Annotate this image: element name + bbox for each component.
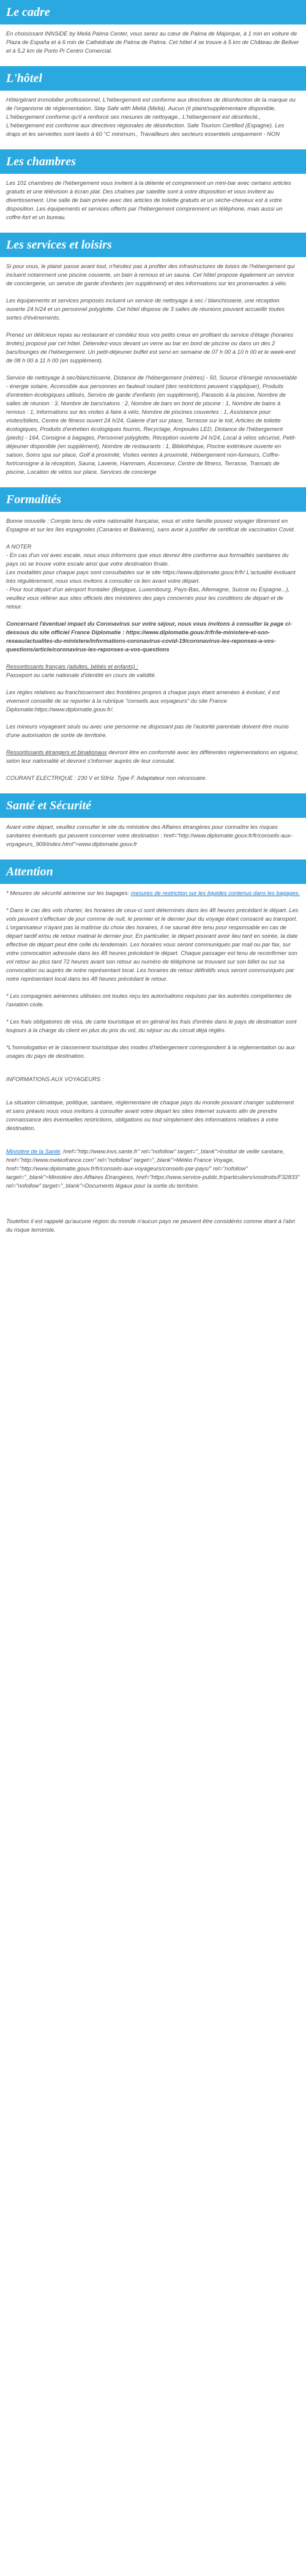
spacer bbox=[6, 1069, 300, 1075]
attention-bagages bbox=[6, 889, 300, 897]
a-noter-label: A NOTER bbox=[6, 543, 32, 550]
ministere-sante-link[interactable]: Ministère de la Santé bbox=[6, 1148, 61, 1155]
page bbox=[0, 0, 306, 1245]
attention-info-voyageurs: INFORMATIONS AUX VOYAGEURS : bbox=[6, 1076, 104, 1082]
section-body-chambres bbox=[0, 174, 306, 233]
cadre-paragraph: En choisissant INNSiDE by Meliá Palma Center, vous serez au cœur de Palma de Majorque, à 1 min en voiture de Plaza de España et à 6 min de Cathédrale de Palma de Palma. Cet hôtel 4 se trouve à 5 km de Château de Bellver et à 5,2 km de Porto Pi Centro Comercial. bbox=[6, 30, 299, 54]
section-title-cadre: Le cadre bbox=[0, 0, 306, 24]
formalites-coronavirus: Concernant l'éventuel impact du Coronavirus sur votre séjour, nous vous invitons à consulter la page ci-dessous du site officiel France Diplomatie : https://www.diplomatie.gouv.fr/fr/le-ministere-et-son-reseau/actualites-du-ministere/informations-coronavirus-covid-19/coronavirus-les-reponses-a-vos-questions/article/coronavirus-les-reponses-a-vos-questions bbox=[6, 620, 292, 653]
services-paragraph-liste: Service de nettoyage à sec/blanchisserie, Distance de l'hébergement (mètres) - 50, Source d'énergie renouvelable - énergie solaire, Accessible aux personnes en fauteuil roulant (des restrictions peuvent s'appliquer), Produits d'entretien écologiques utilisés, Service de garde d'enfants (en supplément), Parasols à la piscine, Nombre de salles de réunion : 3, Nombre de bars/salons : 2, Nombre de bars en bord de piscine : 1, Nombre de bains à remous : 1, Informations sur les visites à faire à vélo, Nombre de piscines couvertes : 1, Assistance pour visites/billets, Centre de fitness ouvert 24 h/24, Galerie d'art sur place, Terrasse sur le toit, Articles de toilette écologiques, Produits d'entretien écologiques fournis, Recyclage, Ampoules LED, Distance de l'hébergement (pieds) - 164, Consigne à bagages, Personnel polyglotte, Réception ouverte 24 h/24, Local à vélos sécurisé, Petit-déjeuner disponible (en supplément), Nombre de restaurants : 1, Bibliothèque, Piscine extérieure ouverte en saison, Soins spa sur place, Golf à proximité, Visites ventes à proximité, Hébergement non-fumeurs, Coffre-fort/consigne à la réception, Sauna, Laverie, Hammam, Ascenseur, Centre de fitness, Terrasse, Transats de piscine, Location de vélos sur place, Services de concierge bbox=[6, 374, 297, 475]
attention-vols-charter: * Dans le cas des vols charter, les horaires de ceux-ci sont déterminés dans les 48 heures précédant le départ. Les vols peuvent s'effectuer de jour comme de nuit, le premier et le dernier jour du voyage étant consacré au transport. L'organisateur n'ayant pas la maîtrise du choix des horaires, il ne saurait être tenu pour responsable en cas de départ tardif et/ou de retour matinal le dernier jour. En particulier, le départ pouvant avoir lieu tard en soirée, la date effective de départ peut être celle du lendemain. Les horaires vous seront communiqués par mail ou par fax, sur votre convocation adressée dans les 48 heures précédant le départ. Chaque passager est tenu de reconfirmer son vol retour au plus tard 72 heures avant son retour au numéro de téléphone se trouvant sur son billet ou sur sa convocation ou auprès de notre représentant local. Les horaires de retour définitifs vous seront communiqués par notre représentant local dans les 48 heures précédant le retour. bbox=[6, 907, 299, 982]
formalites-etrangers bbox=[6, 748, 300, 765]
spacer bbox=[6, 1199, 300, 1217]
attention-frais: * Les frais obligatoires de visa, de carte touristique et en général les frais d'entrée dans le pays de destination sont toujours à la charge du client en plus du prix du vol, du séjour ou du circuit déjà réglés. bbox=[6, 1018, 297, 1033]
services-paragraph-equipements: Les équipements et services proposés incluent un service de nettoyage à sec / blanchisserie, une réception ouverte 24 h/24 et un personnel polyglotte. Cet hôtel dispose de 3 salles de réunions pouvant accueillir toutes sortes d'événements. bbox=[6, 297, 285, 321]
section-body-hotel bbox=[0, 91, 306, 149]
services-paragraph-loisirs: Si pour vous, le plaisir passe avant tout, n'hésitez pas à profiter des infrastructures de loisirs de l'hébergement qui incluent notamment une piscine couverte, un bain à remous et un sauna. Cet hôtel propose également un service de conciergerie, un service de garde d'enfants (en supplément) et des informations sur les promenades à vélo. bbox=[6, 263, 295, 286]
formalites-mineurs: Les mineurs voyageant seuls ou avec une personne ne disposant pas de l'autorité parentale doivent être munis d'une autorisation de sortie de territoire. bbox=[6, 723, 289, 738]
spacer bbox=[6, 1092, 300, 1098]
chambres-paragraph: Les 101 chambres de l'hébergement vous invitent à la détente et comprennent un mini-bar avec certains articles gratuits et une télévision à écran plat. Des chaînes par satellite sont à votre disposition et vous invitent au divertissement. Une salle de bain privée avec des articles de toilette gratuits et un sèche-cheveux est à votre disposition. Les équipements et services offerts par l'hébergement comprennent un téléphone, mais aussi un coffre-fort et un bureau. bbox=[6, 179, 291, 220]
ressortissants-text: Passeport ou carte nationale d'identité en cours de validité. bbox=[6, 672, 157, 678]
section-body-services bbox=[0, 257, 306, 487]
section-title-chambres: Les chambres bbox=[0, 149, 306, 174]
etrangers-label: Ressortissants étrangers et binationaux bbox=[6, 749, 107, 755]
sante-paragraph: Avant votre départ, veuillez consulter le site du ministère des Affaires étrangères pour connaître les risques sanitaires éventuels qui peuvent concerner votre destination : href="http://www.diplomatie.gouv.fr/fr/conseils-aux-voyageurs_909/index.html">www.diplomatie.gouv.fr bbox=[6, 823, 293, 847]
section-title-formalites: Formalités bbox=[0, 487, 306, 512]
formalites-courant: COURANT ELECTRIQUE : 230 V et 50Hz. Type F. Adaptateur non nécessaire. bbox=[6, 774, 207, 781]
section-sante bbox=[0, 793, 306, 859]
attention-terrorisme: Toutefois il est rappelé qu'aucune région du monde n'aucun pays ne peuvent être considérés comme étant à l'abri du risque terroriste. bbox=[6, 1218, 295, 1233]
liquides-restriction-link[interactable]: mesures de restriction sur les liquides contenus dans les bagages. bbox=[130, 889, 300, 896]
attention-compagnies: * Les compagnies aériennes utilisées ont toutes reçu les autorisations requises par les autorités compétentes de l'aviation civile. bbox=[6, 992, 292, 1008]
attention-liens bbox=[6, 1147, 300, 1190]
hotel-paragraph: Hôte/gérant immobilier professionnel, L'hébergement est conforme aux directives de désinfection de la marque ou de l'organisme de réglementation. Stay Safe with Meliá (Meliá). Aucun (it plaint/supplémentaire disponible, L'hébergement conforme qu'il a renforcé ses mesures de nettoyage., L'hébergement est désinfecté., L'hébergement est conforme aux directives régionales de désinfection. Safe Tourism Certified (Espagne). Les draps et les serviettes sont lavés à 60 °C minimum., Travailleurs des secteurs essentiels uniquement - NON bbox=[6, 96, 296, 137]
ressortissants-label: Ressortissants français (adultes, bébés et enfants) : bbox=[6, 663, 138, 670]
services-paragraph-restauration: Prenez un délicieux repas au restaurant et comblez tous vos petits creux en profitant du service d'étage (horaires limités) proposé par cet hôtel. Détendez-vous devant un verre au bar en bord de piscine ou dans un des 2 bars/lounges de l'hébergement. Un petit-déjeuner buffet est servi en semaine de 07 h 00 à 10 h 00 et le week-end de 08 h 00 à 11 h 00 (en supplément). bbox=[6, 331, 296, 364]
a-noter-line: - En cas d'un vol avec escale, nous vous informons que vous devrez être conforme aux formalités sanitaires du pays où se trouve votre escale ainsi que votre destination finale. bbox=[6, 552, 289, 567]
section-services bbox=[0, 233, 306, 487]
attention-homologation: *L'homologation et le classement touristique des modes d'hébergement correspondent à la réglementation ou aux usages du pays de destination. bbox=[6, 1044, 296, 1059]
bagages-text: * Mesures de sécurité aérienne sur les bagages: bbox=[6, 889, 131, 896]
section-body-formalites bbox=[0, 512, 306, 793]
formalites-ressortissants bbox=[6, 662, 300, 680]
section-attention bbox=[0, 859, 306, 1245]
a-noter-line: - Pour tout départ d'un aéroport frontalier (Belgique, Luxembourg, Pays-Bas, Allemagne, Suisse ou Espagne...), veuillez vous référer aux sites officiels des ministères des pays concernés pour les conditions de départ et de retour. bbox=[6, 586, 290, 610]
section-chambres bbox=[0, 149, 306, 233]
attention-situation: La situation climatique, politique, sanitaire, réglementaire de chaque pays du monde pouvant changer subitement et sans préavis nous vous invitons à consulter avant votre départ les sites Internet suivants afin de prendre connaissance des éventuelles restrictions, obligations ou tout simplement des informations relatives à votre destination. bbox=[6, 1099, 294, 1131]
formalites-a-noter bbox=[6, 542, 300, 611]
section-cadre bbox=[0, 0, 306, 66]
section-body-cadre bbox=[0, 24, 306, 66]
liens-text: , href="http://www.invs.sante.fr" rel="nofollow" target="_blank">Institut de veille sanitaire, href="http://www.meteofrance.com" rel="nofollow" target="_blank">Météo France Voyage, href="http://www.diplomatie.gouv.fr/fr/conseils-aux-voyageurs/conseils-par-pays/" rel="nofollow" target="_blank">Ministère des Affaires Etrangères, href="https://www.service-public.fr/particuliers/vosdroits/F32833" rel="nofollow" target="_blank">Documents légaux pour la sortie du territoire. bbox=[6, 1148, 300, 1189]
section-body-sante bbox=[0, 818, 306, 859]
section-body-attention bbox=[0, 884, 306, 1245]
section-title-attention: Attention bbox=[0, 859, 306, 884]
spacer bbox=[6, 1141, 300, 1147]
section-formalites bbox=[0, 487, 306, 793]
etrangers-text: devront être en conformité avec les différentes réglementations en vigueur, selon leur nationalité et devront s'informer auprès de leur consulat. bbox=[6, 749, 299, 764]
section-title-services: Les services et loisirs bbox=[0, 233, 306, 257]
formalites-frontieres: Les règles relatives au franchissement des frontières propres à chaque pays étant amenées à évoluer, il est vivement conseillé de se reporter à la rubrique "conseils aux voyageurs" du site France Diplomatie:https://www.diplomatie.gouv.fr/. bbox=[6, 689, 280, 713]
section-title-sante: Santé et Sécurité bbox=[0, 793, 306, 818]
formalites-bonne-nouvelle: Bonne nouvelle : Compte tenu de votre nationalité française, vous et votre famille pouvez voyager librement en Espagne et sur les îles espagnoles (Canaries et Baléares), sans avoir à justifier de certificat de vaccination Covid. bbox=[6, 517, 296, 533]
section-title-hotel: L'hôtel bbox=[0, 66, 306, 91]
section-hotel bbox=[0, 66, 306, 149]
a-noter-line: Les modalités pour chaque pays sont consultables sur le site https://www.diplomatie.gouv.fr/fr/ L'actualité évoluant très régulièrement, nous vous invitons à consulter ce lien avant votre départ. bbox=[6, 569, 296, 584]
